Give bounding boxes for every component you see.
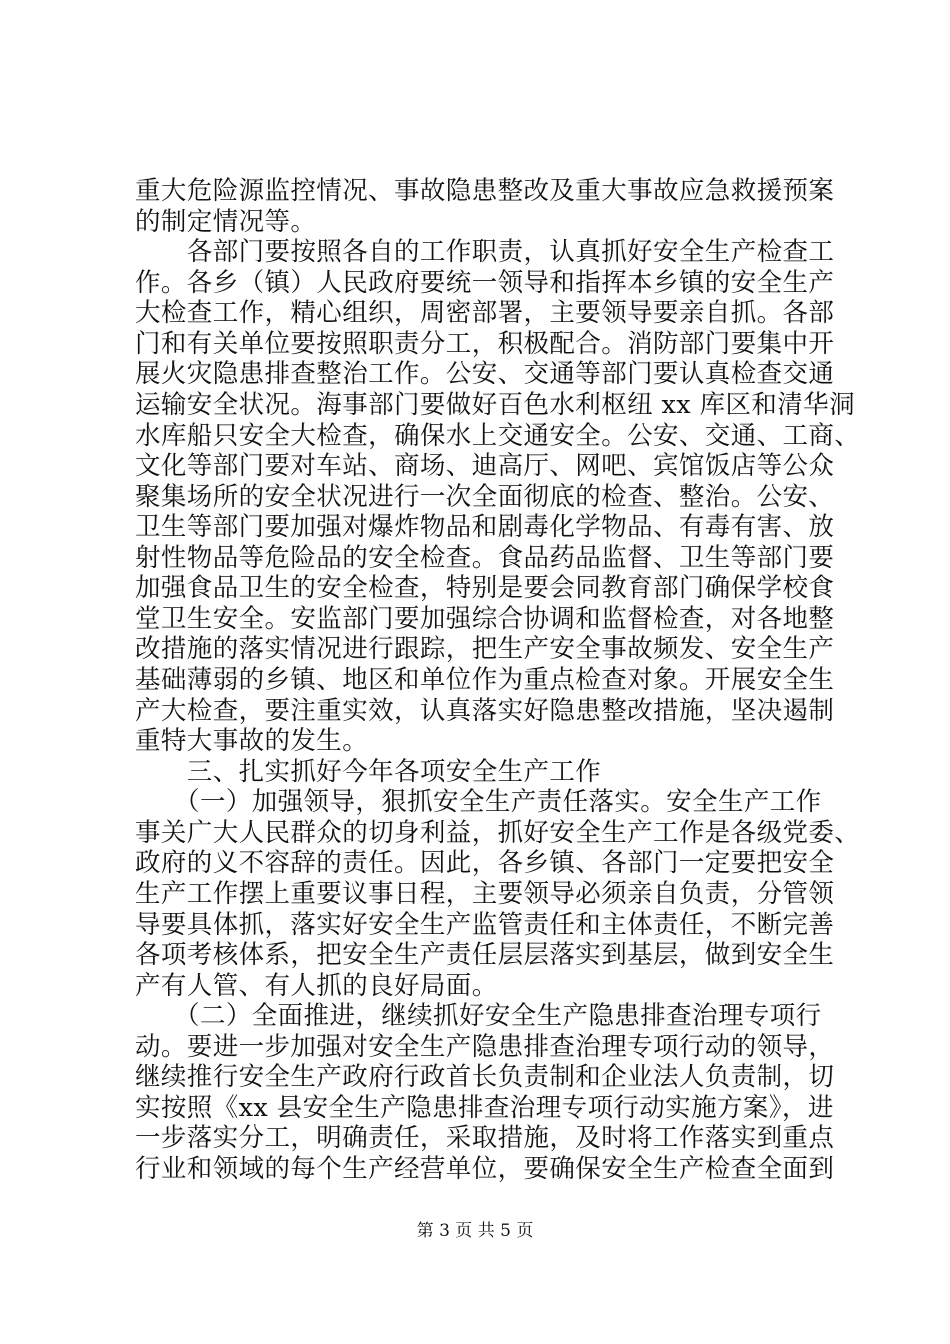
text-line: （二）全面推进，继续抓好安全生产隐患排查治理专项行: [135, 1001, 822, 1031]
text-line: 行业和领域的每个生产经营单位，要确保安全生产检查全面到: [135, 1154, 835, 1184]
text-line: 生产工作摆上重要议事日程，主要领导必须亲自负责，分管领: [135, 879, 835, 909]
text-line: 水库船只安全大检查，确保水上交通安全。公安、交通、工商、: [135, 421, 861, 451]
text-line: 门和有关单位要按照职责分工，积极配合。消防部门要集中开: [135, 329, 835, 359]
text-line: 展火灾隐患排查整治工作。公安、交通等部门要认真检查交通: [135, 359, 835, 389]
page-footer: 第 3 页 共 5 页: [416, 1221, 534, 1241]
text-line: 导要具体抓，落实好安全生产监管责任和主体责任，不断完善: [135, 910, 835, 940]
text-line: （一）加强领导，狠抓安全生产责任落实。安全生产工作: [135, 787, 822, 817]
text-line: 聚集场所的安全状况进行一次全面彻底的检查、整治。公安、: [135, 482, 835, 512]
text-line: 加强食品卫生的安全检查，特别是要会同教育部门确保学校食: [135, 573, 835, 603]
text-line: 改措施的落实情况进行跟踪，把生产安全事故频发、安全生产: [135, 634, 835, 664]
text-line: 实按照《xx 县安全生产隐患排查治理专项行动实施方案》，进: [135, 1093, 834, 1123]
text-line: 继续推行安全生产政府行政首长负责制和企业法人负责制，切: [135, 1062, 835, 1092]
text-line: 产大检查，要注重实效，认真落实好隐患整改措施，坚决遏制: [135, 696, 835, 726]
text-line: 各项考核体系，把安全生产责任层层落实到基层，做到安全生: [135, 940, 835, 970]
text-line: 基础薄弱的乡镇、地区和单位作为重点检查对象。开展安全生: [135, 665, 835, 695]
text-line: 卫生等部门要加强对爆炸物品和剧毒化学物品、有毒有害、放: [135, 512, 835, 542]
text-line: 事关广大人民群众的切身利益，抓好安全生产工作是各级党委、: [135, 818, 861, 848]
text-line: 射性物品等危险品的安全检查。食品药品监督、卫生等部门要: [135, 543, 835, 573]
text-line: 动。要进一步加强对安全生产隐患排查治理专项行动的领导，: [135, 1032, 835, 1062]
text-line: 一步落实分工，明确责任，采取措施，及时将工作落实到重点: [135, 1123, 835, 1153]
text-line: 重大危险源监控情况、事故隐患整改及重大事故应急救援预案: [135, 176, 835, 206]
text-line: 产有人管、有人抓的良好局面。: [135, 971, 498, 1001]
text-line: 大检查工作，精心组织，周密部署，主要领导要亲自抓。各部: [135, 298, 835, 328]
text-line: 政府的义不容辞的责任。因此，各乡镇、各部门一定要把安全: [135, 848, 835, 878]
text-line: 运输安全状况。海事部门要做好百色水利枢纽 xx 库区和清华洞: [135, 390, 855, 420]
text-line: 重特大事故的发生。: [135, 726, 369, 756]
text-line: 文化等部门要对车站、商场、迪高厅、网吧、宾馆饭店等公众: [135, 451, 835, 481]
text-line: 各部门要按照各自的工作职责，认真抓好安全生产检查工: [135, 237, 835, 267]
text-line: 堂卫生安全。安监部门要加强综合协调和监督检查，对各地整: [135, 604, 835, 634]
text-line: 作。各乡（镇）人民政府要统一领导和指挥本乡镇的安全生产: [135, 268, 835, 298]
text-line: 的制定情况等。: [135, 207, 317, 237]
section-heading: 三、扎实抓好今年各项安全生产工作: [135, 757, 602, 787]
